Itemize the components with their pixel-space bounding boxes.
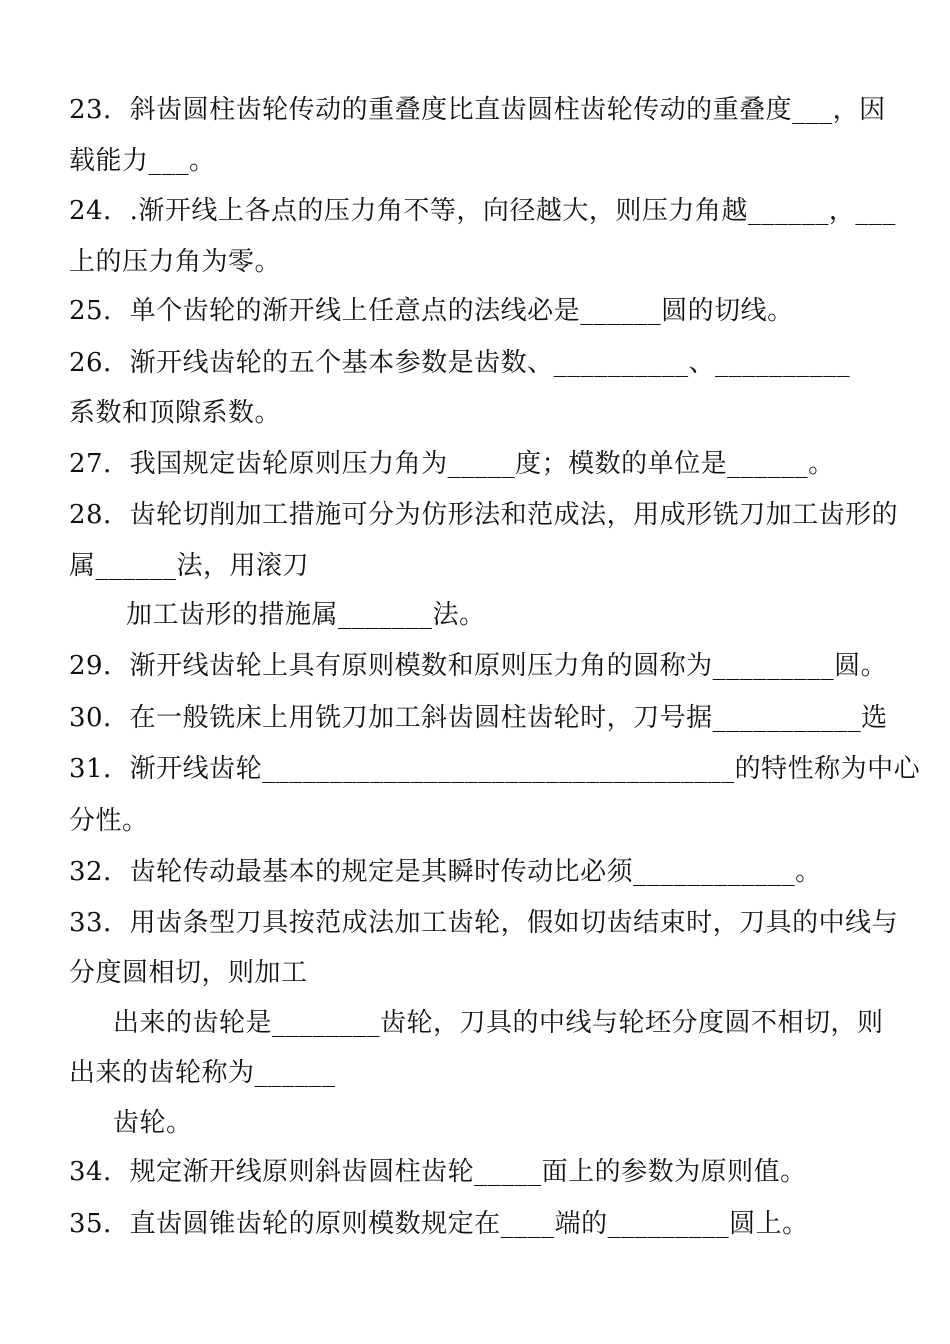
question-28-line-1: 28．齿轮切削加工措施可分为仿形法和范成法，用成形铣刀加工齿形的 — [69, 500, 899, 530]
question-27: 27．我国规定齿轮原则压力角为_____度；模数的单位是______。 — [69, 449, 835, 479]
question-28-line-2: 属______法，用滚刀 — [69, 551, 310, 581]
question-23-line-2: 载能力___。 — [69, 146, 216, 176]
question-31-line-1: 31．渐开线齿轮___________________________________的特性称为中心 — [69, 754, 921, 784]
question-32: 32．齿轮传动最基本的规定是其瞬时传动比必须____________。 — [69, 857, 822, 887]
question-30: 30．在一般铣床上用铣刀加工斜齿圆柱齿轮时，刀号据___________选 — [69, 703, 888, 733]
question-28-line-3: 加工齿形的措施属_______法。 — [126, 600, 486, 630]
question-24-line-1: 24．.渐开线上各点的压力角不等，向径越大，则压力角越______，___ — [69, 196, 896, 226]
question-24-line-2: 上的压力角为零。 — [69, 247, 282, 277]
question-29: 29．渐开线齿轮上具有原则模数和原则压力角的圆称为_________圆。 — [69, 651, 888, 681]
question-26-line-1: 26．渐开线齿轮的五个基本参数是齿数、__________、__________ — [69, 348, 851, 378]
question-31-line-2: 分性。 — [69, 806, 149, 836]
question-33-line-5: 齿轮。 — [113, 1108, 193, 1138]
question-33-line-2: 分度圆相切，则加工 — [69, 958, 308, 988]
question-34: 34．规定渐开线原则斜齿圆柱齿轮_____面上的参数为原则值。 — [69, 1157, 807, 1187]
question-33-line-1: 33．用齿条型刀具按范成法加工齿轮，假如切齿结束时，刀具的中线与 — [69, 908, 899, 938]
question-33-line-3: 出来的齿轮是________齿轮，刀具的中线与轮坯分度圆不相切，则 — [113, 1008, 884, 1038]
question-35: 35．直齿圆锥齿轮的原则模数规定在____端的_________圆上。 — [69, 1209, 809, 1239]
question-26-line-2: 系数和顶隙系数。 — [69, 398, 282, 428]
question-25: 25．单个齿轮的渐开线上任意点的法线必是______圆的切线。 — [69, 296, 794, 326]
question-23-line-1: 23．斜齿圆柱齿轮传动的重叠度比直齿圆柱齿轮传动的重叠度___，因 — [69, 95, 886, 125]
question-33-line-4: 出来的齿轮称为______ — [69, 1058, 336, 1088]
